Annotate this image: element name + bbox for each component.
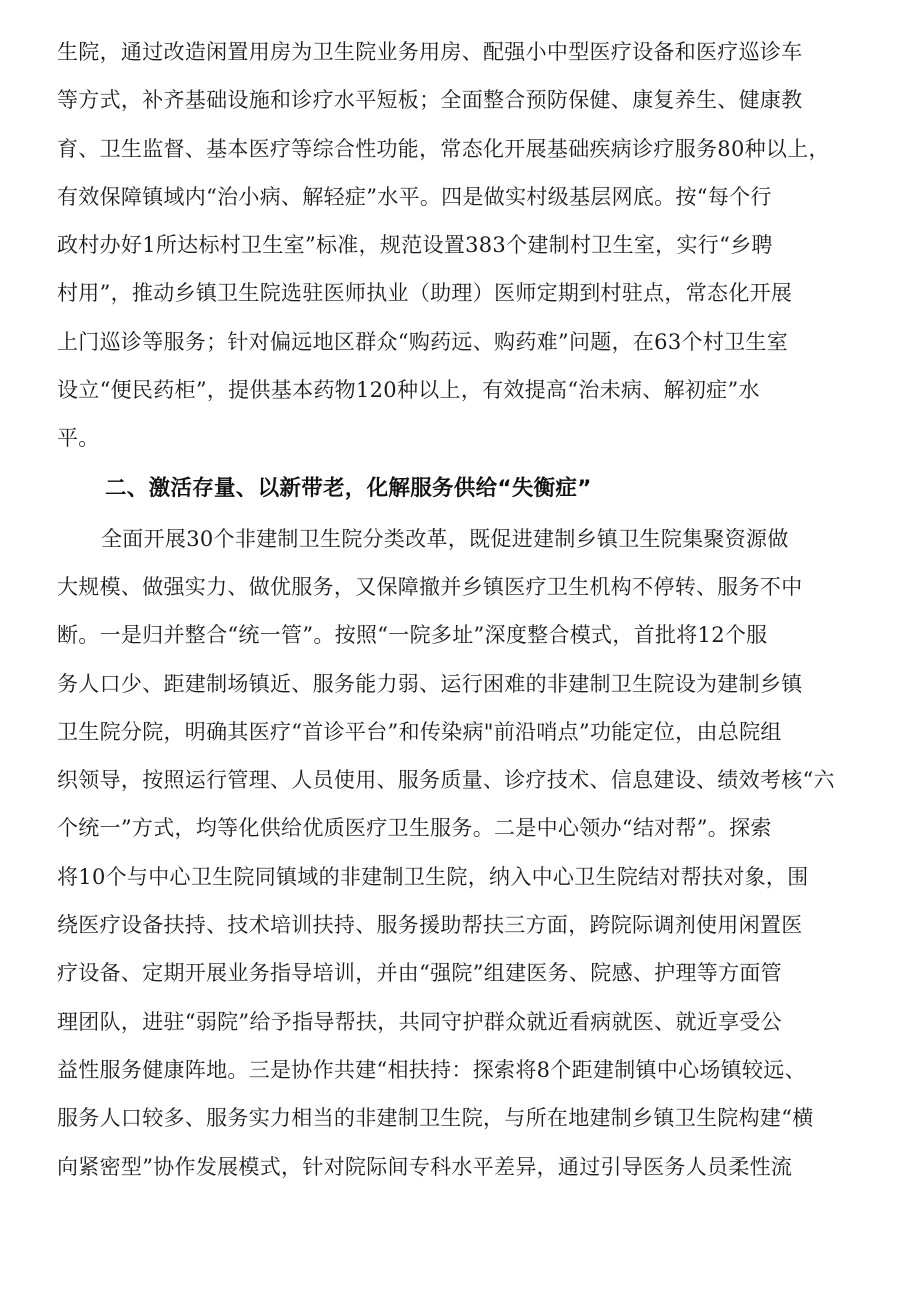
paragraph-line: 全面开展30个非建制卫生院分类改革，既促进建制乡镇卫生院集聚资源做 [101,526,789,551]
paragraph-line: 设立“便民药柜”，提供基本药物120种以上，有效提高“治未病、解初症”水 [57,378,760,403]
paragraph-line: 断。一是归并整合“统一管”。按照“一院多址”深度整合模式，首批将12个服 [57,623,768,648]
paragraph-line: 村用”，推动乡镇卫生院选驻医师执业（助理）医师定期到村驻点，常态化开展 [57,281,793,306]
paragraph-line: 育、卫生监督、基本医疗等综合性功能，常态化开展基础疾病诊疗服务80种以上， [57,136,830,161]
paragraph-line: 政村办好1所达标村卫生室”标准，规范设置383个建制村卫生室，实行“乡聘 [57,233,773,258]
paragraph-line: 等方式，补齐基础设施和诊疗水平短板；全面整合预防保健、康复养生、健康教 [57,88,803,113]
paragraph-line: 大规模、做强实力、做优服务，又保障撤并乡镇医疗卫生机构不停转、服务不中 [57,574,803,599]
paragraph-line: 卫生院分院，明确其医疗“首诊平台”和传染病"前沿哨点”功能定位，由总院组 [57,719,782,744]
paragraph-line: 个统一”方式，均等化供给优质医疗卫生服务。二是中心领办“结对帮”。探索 [57,816,772,841]
paragraph-line: 有效保障镇域内“治小病、解轻症”水平。四是做实村级基层网底。按“每个行 [57,184,772,209]
paragraph-line: 将10个与中心卫生院同镇域的非建制卫生院，纳入中心卫生院结对帮扶对象，围 [57,864,809,889]
paragraph-line: 织领导，按照运行管理、人员使用、服务质量、诊疗技术、信息建设、绩效考核“六 [57,768,835,793]
section-heading: 二、激活存量、以新带老，化解服务供给“失衡症” [105,475,592,501]
paragraph-line: 上门巡诊等服务；针对偏远地区群众“购药远、购药难”问题，在63个村卫生室 [57,329,788,354]
paragraph-line: 平。 [57,426,100,451]
paragraph-line: 向紧密型”协作发展模式，针对院际间专科水平差异，通过引导医务人员柔性流 [57,1154,793,1179]
paragraph-line: 生院，通过改造闲置用房为卫生院业务用房、配强小中型医疗设备和医疗巡诊车 [57,40,803,64]
paragraph-line: 理团队，进驻“弱院”给予指导帮扶，共同守护群众就近看病就医、就近享受公 [57,1009,782,1034]
paragraph-line: 绕医疗设备扶持、技术培训扶持、服务援助帮扶三方面，跨院际调剂使用闲置医 [57,913,803,938]
paragraph-line: 务人口少、距建制场镇近、服务能力弱、运行困难的非建制卫生院设为建制乡镇 [57,671,803,696]
document-body [57,28,883,1191]
paragraph-line: 服务人口较多、服务实力相当的非建制卫生院，与所在地建制乡镇卫生院构建“横 [57,1106,814,1131]
paragraph-line: 益性服务健康阵地。三是协作共建“相扶持：探索将8个距建制镇中心场镇较远、 [57,1057,806,1082]
paragraph-line: 疗设备、定期开展业务指导培训，并由“强院”组建医务、院感、护理等方面管 [57,961,782,986]
